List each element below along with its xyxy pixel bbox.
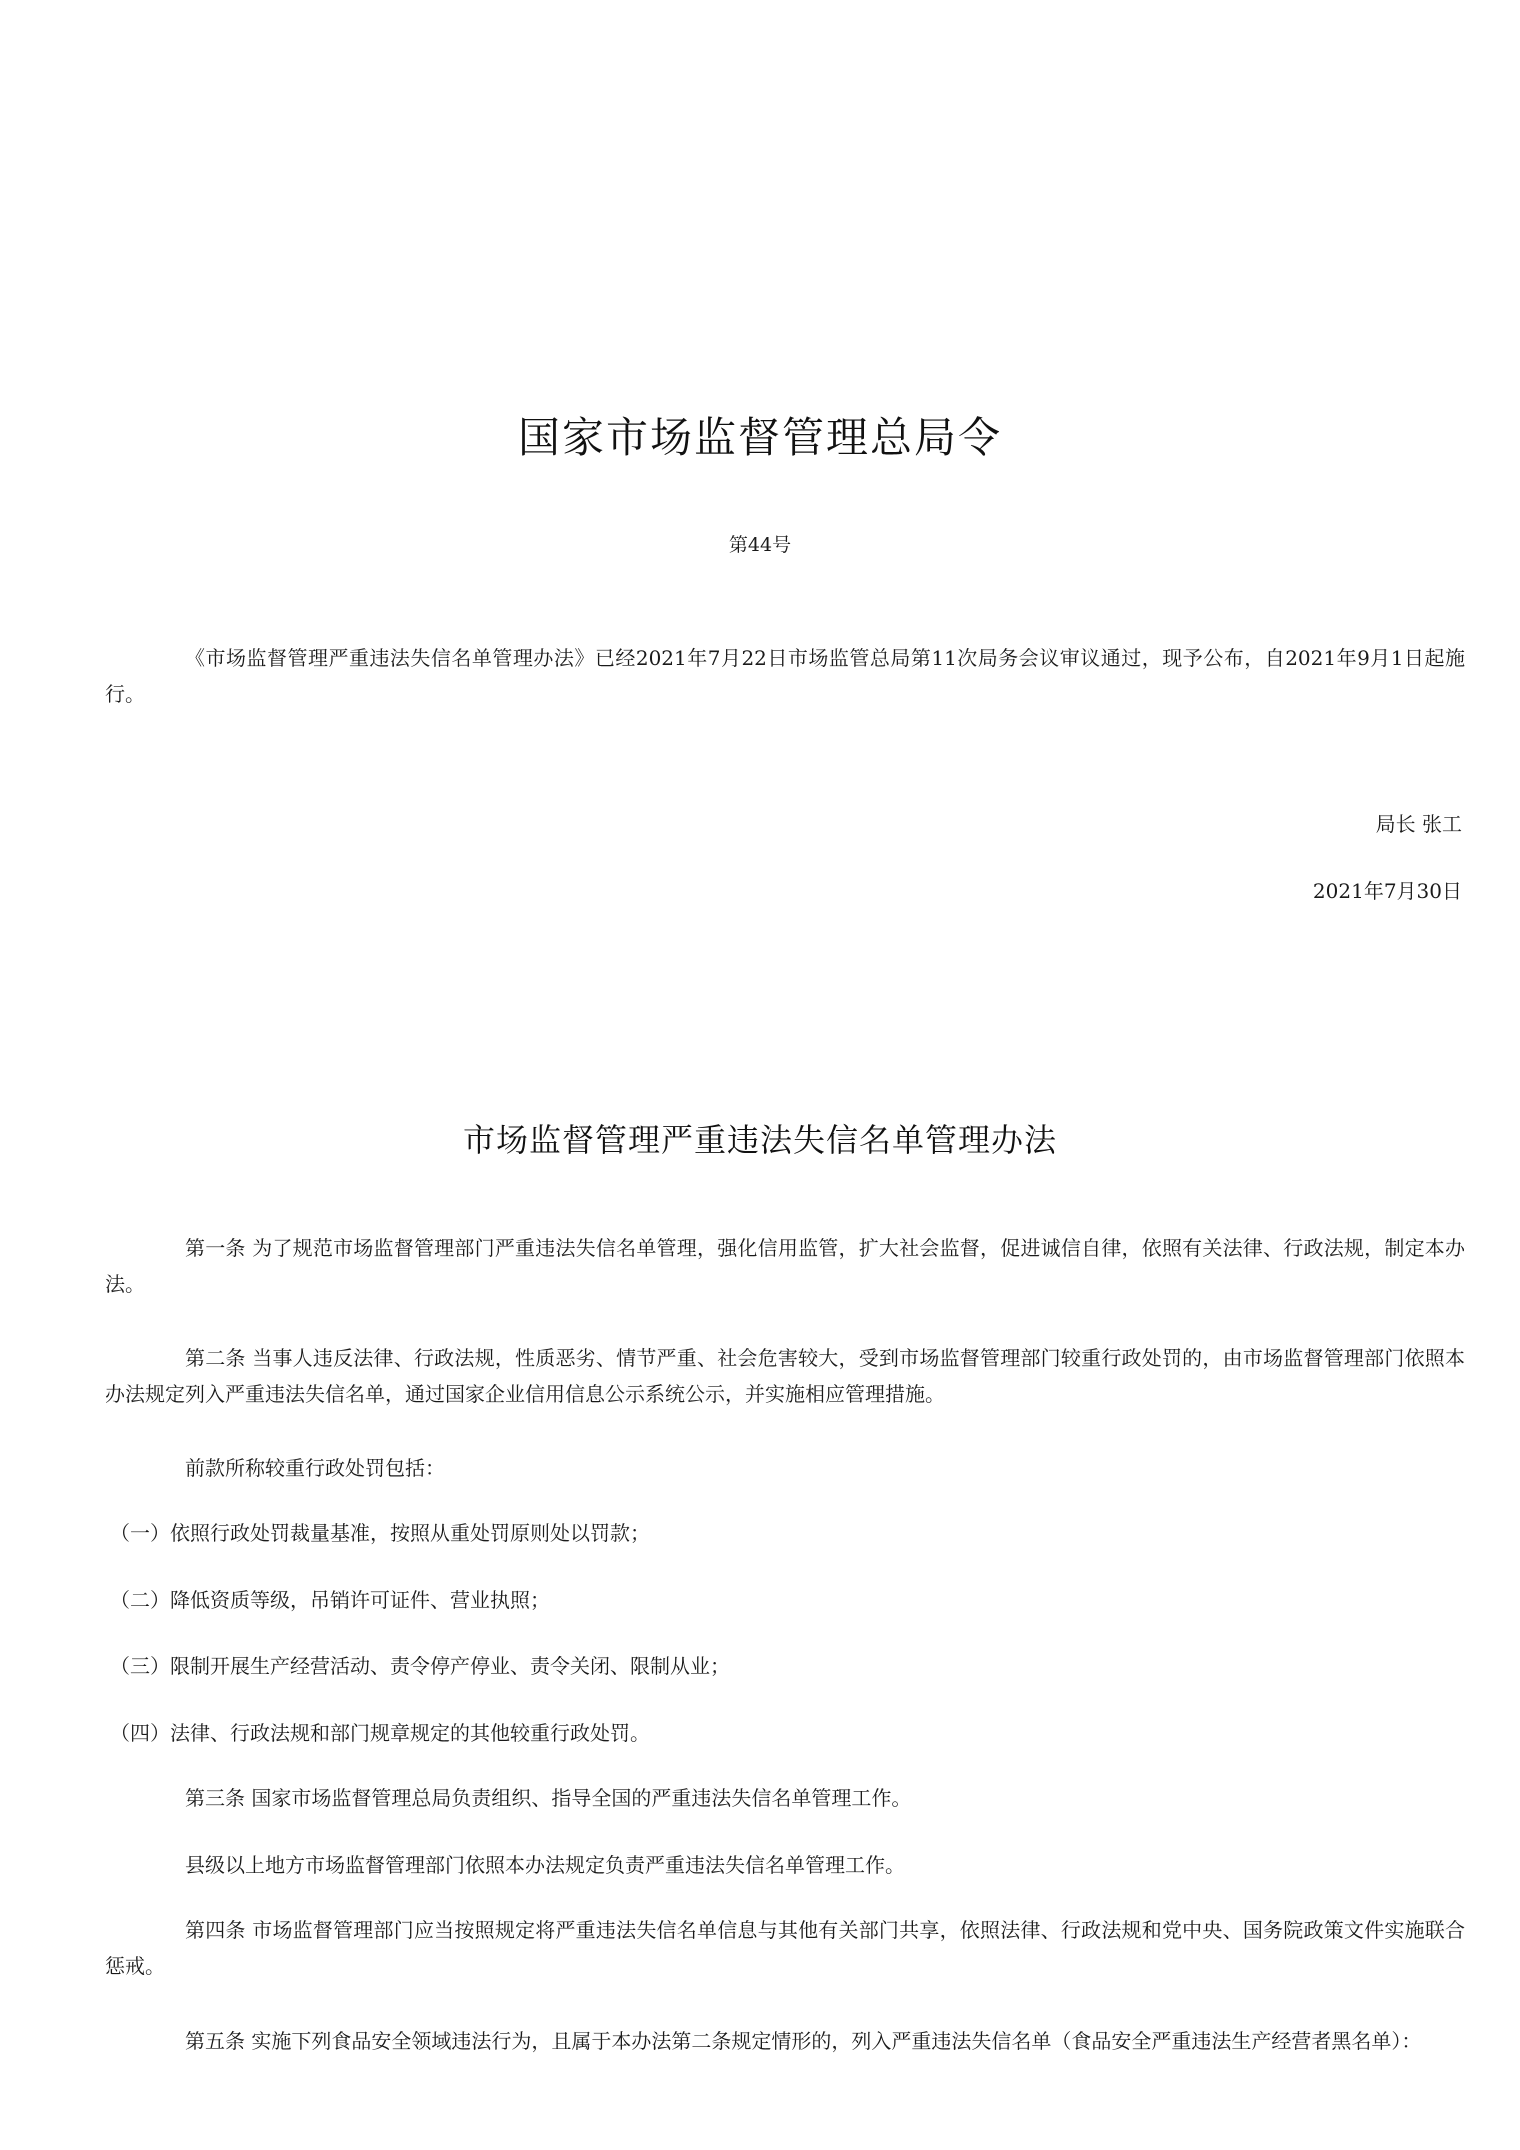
article-5: 第五条 实施下列食品安全领域违法行为，且属于本办法第二条规定情形的，列入严重违法失信名单（食品安全严重违法生产经营者黑名单）： — [185, 2029, 1422, 2053]
article-2: 第二条 当事人违反法律、行政法规，性质恶劣、情节严重、社会危害较大，受到市场监督管理部门较重行政处罚的，由市场监督管理部门依照本办法规定列入严重违法失信名单，通过国家企业信用信息公示系统公示，并实施相应管理措施。 — [105, 1346, 1465, 1406]
article-2-paragraph-2: 前款所称较重行政处罚包括： — [185, 1456, 445, 1480]
list-item: （三）限制开展生产经营活动、责令停产停业、责令关闭、限制从业； — [110, 1654, 730, 1678]
article-4: 第四条 市场监督管理部门应当按照规定将严重违法失信名单信息与其他有关部门共享，依照法律、行政法规和党中央、国务院政策文件实施联合惩戒。 — [105, 1918, 1465, 1978]
list-item: （四）法律、行政法规和部门规章规定的其他较重行政处罚。 — [110, 1721, 650, 1745]
signature-date: 2021年7月30日 — [1312, 879, 1462, 903]
regulation-title: 市场监督管理严重违法失信名单管理办法 — [462, 1121, 1057, 1159]
order-title: 国家市场监督管理总局令 — [517, 413, 1002, 462]
list-item: （二）降低资质等级，吊销许可证件、营业执照； — [110, 1588, 550, 1612]
announcement-paragraph: 《市场监督管理严重违法失信名单管理办法》已经2021年7月22日市场监管总局第11次局务会议审议通过，现予公布，自2021年9月1日起施行。 — [105, 646, 1465, 706]
article-3: 第三条 国家市场监督管理总局负责组织、指导全国的严重违法失信名单管理工作。 — [185, 1786, 912, 1810]
article-1: 第一条 为了规范市场监督管理部门严重违法失信名单管理，强化信用监管，扩大社会监督，促进诚信自律，依照有关法律、行政法规，制定本办法。 — [105, 1236, 1465, 1296]
signer: 局长 张工 — [1375, 812, 1462, 836]
article-3-paragraph-2: 县级以上地方市场监督管理部门依照本办法规定负责严重违法失信名单管理工作。 — [185, 1853, 905, 1877]
list-item: （一）依照行政处罚裁量基准，按照从重处罚原则处以罚款； — [110, 1521, 650, 1545]
order-number: 第44号 — [728, 534, 792, 556]
